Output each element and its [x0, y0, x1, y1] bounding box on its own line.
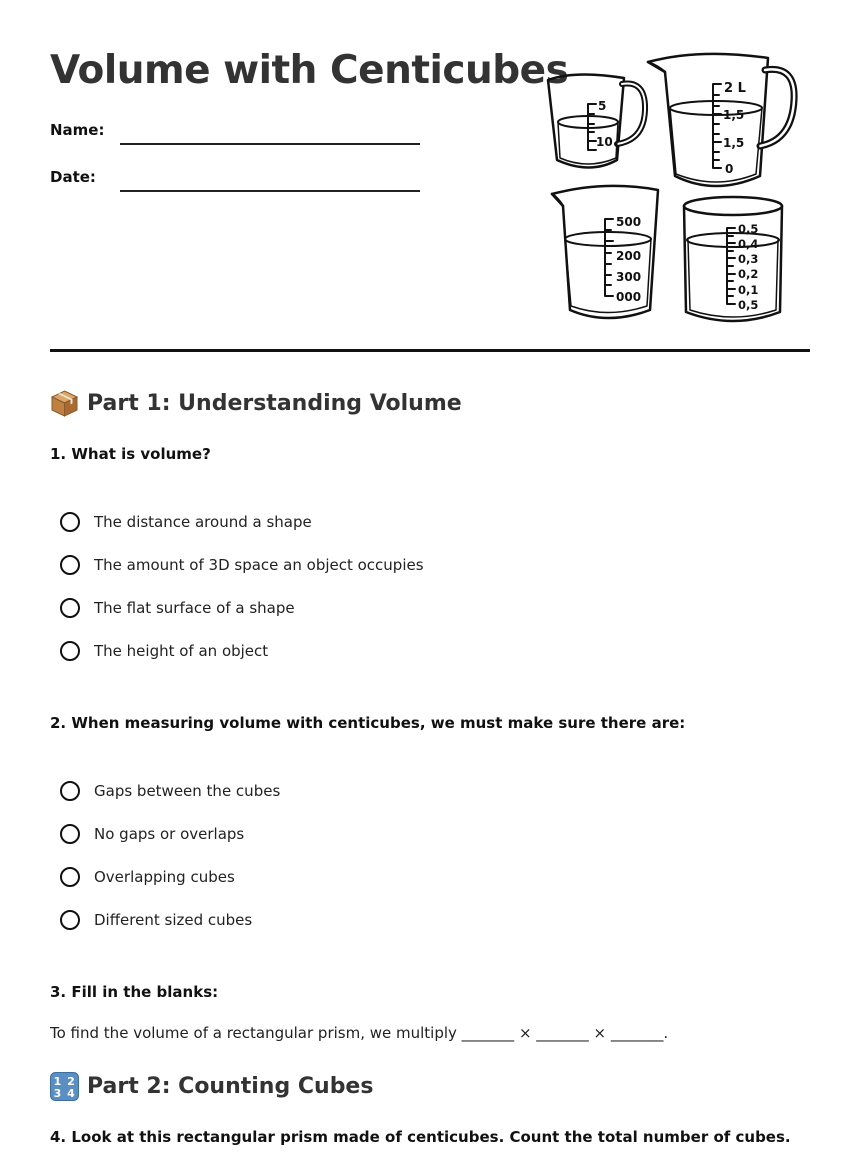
radio-button[interactable] [60, 867, 80, 887]
question-2: 2. When measuring volume with centicubes, we must make sure there are: [50, 714, 686, 732]
option-label: The distance around a shape [94, 513, 312, 531]
name-label: Name: [50, 121, 105, 139]
cup3-mark: 000 [616, 290, 642, 304]
q1-option[interactable] [60, 595, 295, 621]
cup4-mark: 0,1 [738, 283, 759, 297]
option-label: Different sized cubes [94, 911, 253, 929]
question-1: 1. What is volume? [50, 445, 211, 463]
header-divider [50, 349, 810, 352]
cup2-mark: 1,5 [723, 108, 745, 122]
cup4-mark: 0,4 [738, 237, 759, 251]
cup3-mark: 200 [616, 249, 642, 263]
part2-heading [50, 1072, 373, 1101]
radio-button[interactable] [60, 555, 80, 575]
beaker-cup [552, 186, 658, 318]
question-4: 4. Look at this rectangular prism made of centicubes. Count the total number of cubes. [50, 1128, 791, 1146]
measuring-cups-illustration [540, 48, 810, 330]
part1-heading [50, 389, 462, 418]
cup2-mark: 2 L [724, 81, 746, 96]
cup4-mark: 0,3 [738, 252, 759, 266]
option-label: Gaps between the cubes [94, 782, 281, 800]
part2-title: Part 2: Counting Cubes [87, 1074, 374, 1099]
cup3-mark: 500 [616, 215, 642, 229]
cup1-mark: 5 [598, 99, 607, 113]
keycap-digit: 1 [53, 1075, 62, 1088]
q2-option[interactable] [60, 778, 280, 804]
small-measuring-cup [548, 74, 645, 167]
radio-button[interactable] [60, 641, 80, 661]
cup4-mark: 0,2 [738, 267, 759, 281]
cup2-mark: 1,5 [723, 136, 745, 150]
q2-option[interactable] [60, 821, 244, 847]
fill-in-sentence[interactable]: To find the volume of a rectangular prism, we multiply _______ × _______ × _______. [50, 1024, 669, 1042]
keycap-digit: 2 [67, 1075, 75, 1088]
option-label: The height of an object [94, 642, 269, 660]
large-measuring-cup [648, 54, 794, 186]
option-label: The amount of 3D space an object occupies [94, 556, 424, 574]
q1-option[interactable] [60, 552, 424, 578]
name-field[interactable] [120, 143, 420, 145]
q2-option[interactable] [60, 864, 235, 890]
option-label: No gaps or overlaps [94, 825, 245, 843]
keycap-digit: 3 [53, 1087, 62, 1100]
q2-option[interactable] [60, 907, 252, 933]
radio-button[interactable] [60, 824, 80, 844]
keycap-digit: 4 [67, 1087, 75, 1100]
cylinder-cup [684, 197, 782, 321]
radio-button[interactable] [60, 598, 80, 618]
date-field[interactable] [120, 190, 420, 192]
cup4-mark: 0,5 [738, 298, 759, 312]
date-label: Date: [50, 168, 96, 186]
cup4-mark: 0,5 [738, 222, 759, 236]
worksheet-title: Volume with Centicubes [50, 48, 569, 93]
package-icon [50, 389, 79, 418]
q1-option[interactable] [60, 509, 312, 535]
numbers-keycap-icon [50, 1072, 79, 1101]
question-3: 3. Fill in the blanks: [50, 983, 219, 1001]
radio-button[interactable] [60, 512, 80, 532]
option-label: The flat surface of a shape [94, 599, 295, 617]
radio-button[interactable] [60, 781, 80, 801]
q1-option[interactable] [60, 638, 268, 664]
cup2-mark: 0 [725, 162, 734, 176]
radio-button[interactable] [60, 910, 80, 930]
cup1-mark: 10 [596, 135, 613, 149]
option-label: Overlapping cubes [94, 868, 235, 886]
part1-title: Part 1: Understanding Volume [87, 391, 462, 416]
cup3-mark: 300 [616, 270, 642, 284]
